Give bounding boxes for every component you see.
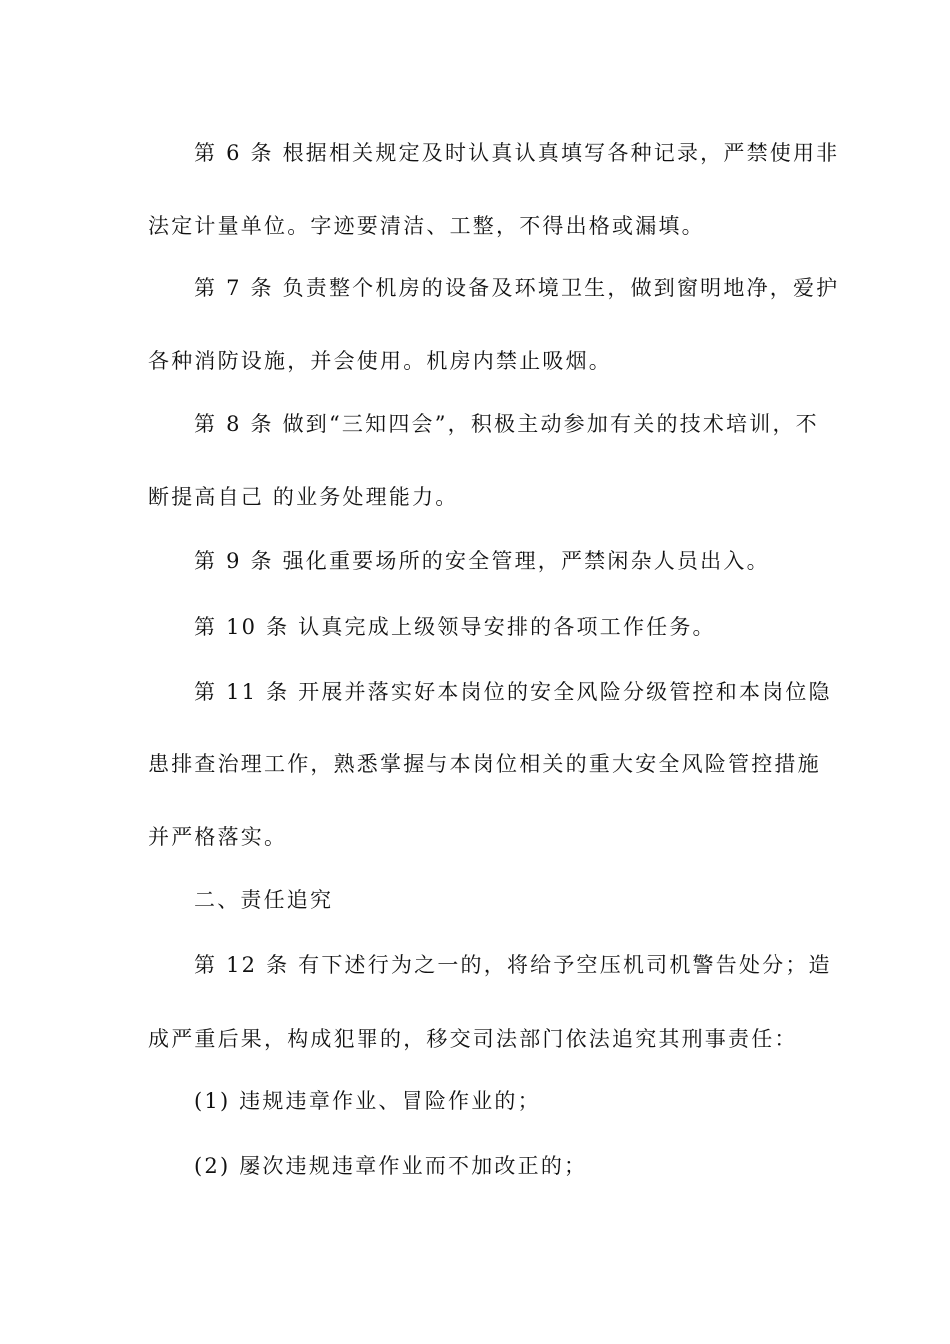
article-9-line: 第 9 条 强化重要场所的安全管理，严禁闲杂人员出入。	[194, 549, 770, 573]
article-8-line-1: 第 8 条 做到“三知四会”，积极主动参加有关的技术培训，不	[194, 412, 819, 436]
article-7-line-1: 第 7 条 负责整个机房的设备及环境卫生，做到窗明地净，爱护	[194, 276, 840, 300]
list-item-1: (1) 违规违章作业、冒险作业的；	[194, 1089, 541, 1113]
article-12-line-2: 成严重后果，构成犯罪的，移交司法部门依法追究其刑事责任：	[148, 1027, 798, 1051]
article-11-line-3: 并严格落实。	[148, 825, 288, 849]
section-heading-responsibility: 二、责任追究	[194, 888, 334, 912]
article-10-line: 第 10 条 认真完成上级领导安排的各项工作任务。	[194, 615, 716, 639]
list-item-2: (2) 屡次违规违章作业而不加改正的；	[194, 1154, 588, 1178]
article-7-line-2: 各种消防设施，并会使用。机房内禁止吸烟。	[148, 349, 612, 373]
article-6-line-1: 第 6 条 根据相关规定及时认真认真填写各种记录，严禁使用非	[194, 141, 840, 165]
article-6-line-2: 法定计量单位。字迹要清洁、工整，不得出格或漏填。	[148, 214, 705, 238]
article-8-line-2: 断提高自己 的业务处理能力。	[148, 485, 459, 509]
article-11-line-1: 第 11 条 开展并落实好本岗位的安全风险分级管控和本岗位隐	[194, 680, 832, 704]
article-11-line-2: 患排查治理工作，熟悉掌握与本岗位相关的重大安全风险管控措施	[148, 752, 821, 776]
article-12-line-1: 第 12 条 有下述行为之一的，将给予空压机司机警告处分；造	[194, 953, 832, 977]
